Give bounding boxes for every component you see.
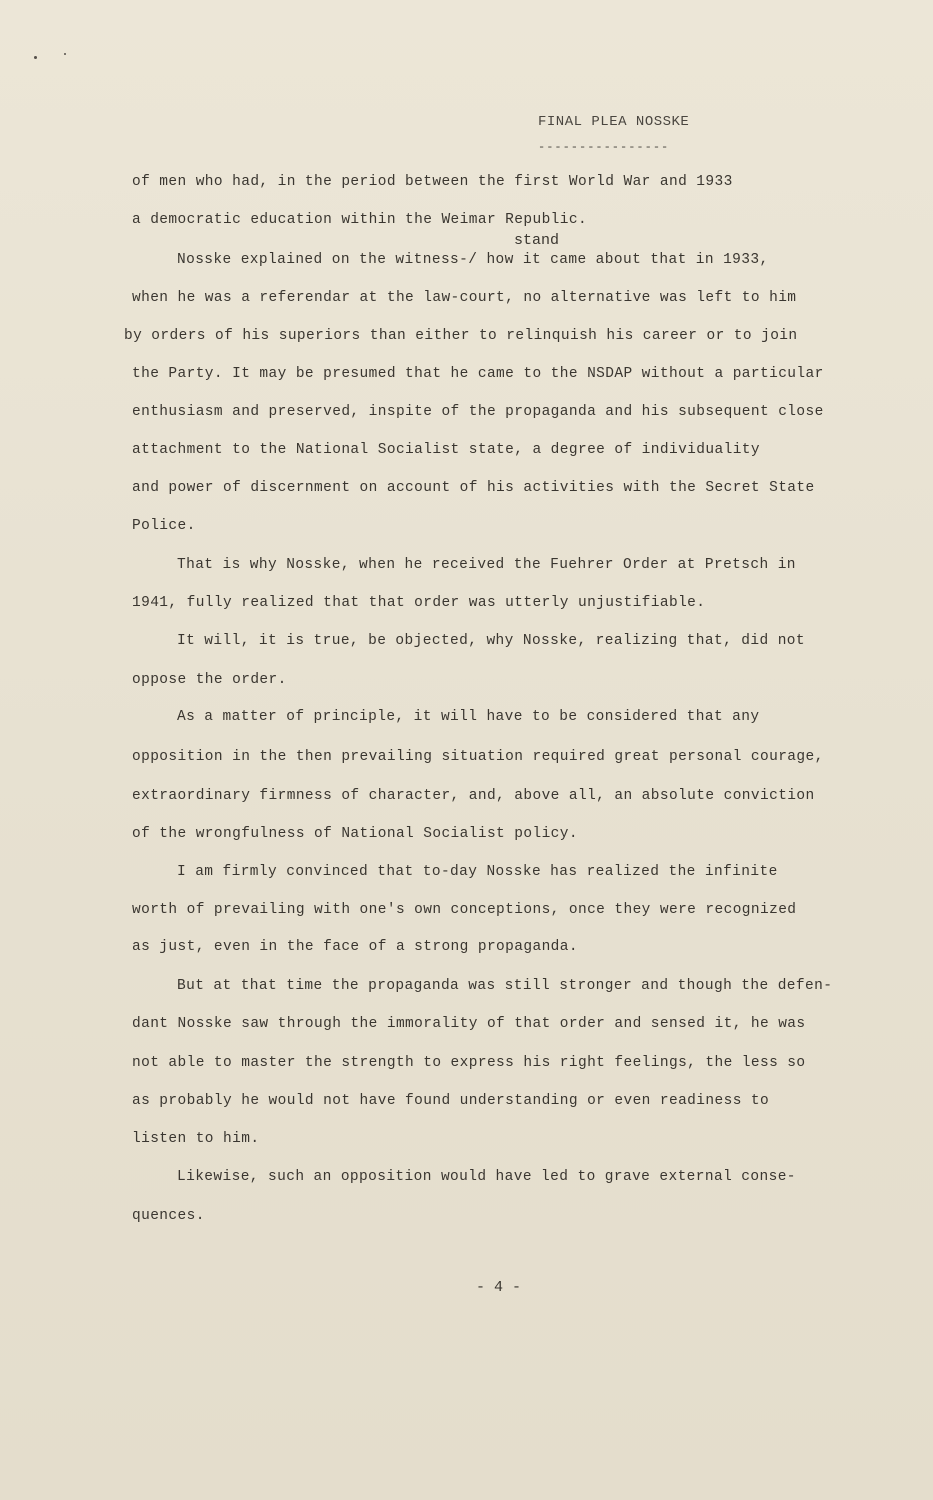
- text-line: as probably he would not have found understanding or even readiness to: [132, 1093, 770, 1109]
- text-line: quences.: [132, 1208, 205, 1224]
- paper-speck: [34, 56, 37, 59]
- text-line: dant Nosske saw through the immorality of that order and sensed it, he was: [132, 1016, 806, 1032]
- text-line: opposition in the then prevailing situation required great personal courage,: [132, 749, 824, 765]
- page-number: - 4 -: [476, 1279, 522, 1296]
- text-line: of men who had, in the period between the first World War and 1933: [132, 174, 733, 190]
- text-line: enthusiasm and preserved, inspite of the propaganda and his subsequent close: [132, 404, 824, 420]
- text-line: as just, even in the face of a strong propaganda.: [132, 939, 578, 955]
- text-line: attachment to the National Socialist state, a degree of individuality: [132, 442, 760, 458]
- document-header-title: FINAL PLEA NOSSKE: [538, 114, 690, 130]
- text-line: a democratic education within the Weimar Republic.: [132, 212, 588, 228]
- text-line: of the wrongfulness of National Socialist policy.: [132, 826, 578, 842]
- handwritten-insertion: stand: [514, 232, 560, 249]
- text-line: and power of discernment on account of his activities with the Secret State: [132, 480, 815, 496]
- text-line: 1941, fully realized that that order was utterly unjustifiable.: [132, 595, 706, 611]
- text-line: Nosske explained on the witness-/ how it came about that in 1933,: [177, 252, 769, 268]
- text-line: That is why Nosske, when he received the Fuehrer Order at Pretsch in: [177, 557, 796, 573]
- text-line: I am firmly convinced that to-day Nosske has realized the infinite: [177, 864, 778, 880]
- text-line: by orders of his superiors than either to relinquish his career or to join: [124, 328, 798, 344]
- text-line: not able to master the strength to express his right feelings, the less so: [132, 1055, 806, 1071]
- text-line: listen to him.: [132, 1131, 260, 1147]
- text-line: But at that time the propaganda was still stronger and though the defen-: [177, 978, 833, 994]
- text-line: when he was a referendar at the law-court, no alternative was left to him: [132, 290, 797, 306]
- text-line: oppose the order.: [132, 672, 287, 688]
- text-line: As a matter of principle, it will have to be considered that any: [177, 709, 760, 725]
- text-line: worth of prevailing with one's own conceptions, once they were recognized: [132, 902, 797, 918]
- text-line: Police.: [132, 518, 196, 534]
- text-line: extraordinary firmness of character, and, above all, an absolute conviction: [132, 788, 815, 804]
- header-underline: ----------------: [538, 140, 670, 154]
- text-line: the Party. It may be presumed that he came to the NSDAP without a particular: [132, 366, 824, 382]
- text-line: Likewise, such an opposition would have led to grave external conse-: [177, 1169, 796, 1185]
- text-line: It will, it is true, be objected, why Nosske, realizing that, did not: [177, 633, 805, 649]
- paper-speck: [64, 53, 66, 55]
